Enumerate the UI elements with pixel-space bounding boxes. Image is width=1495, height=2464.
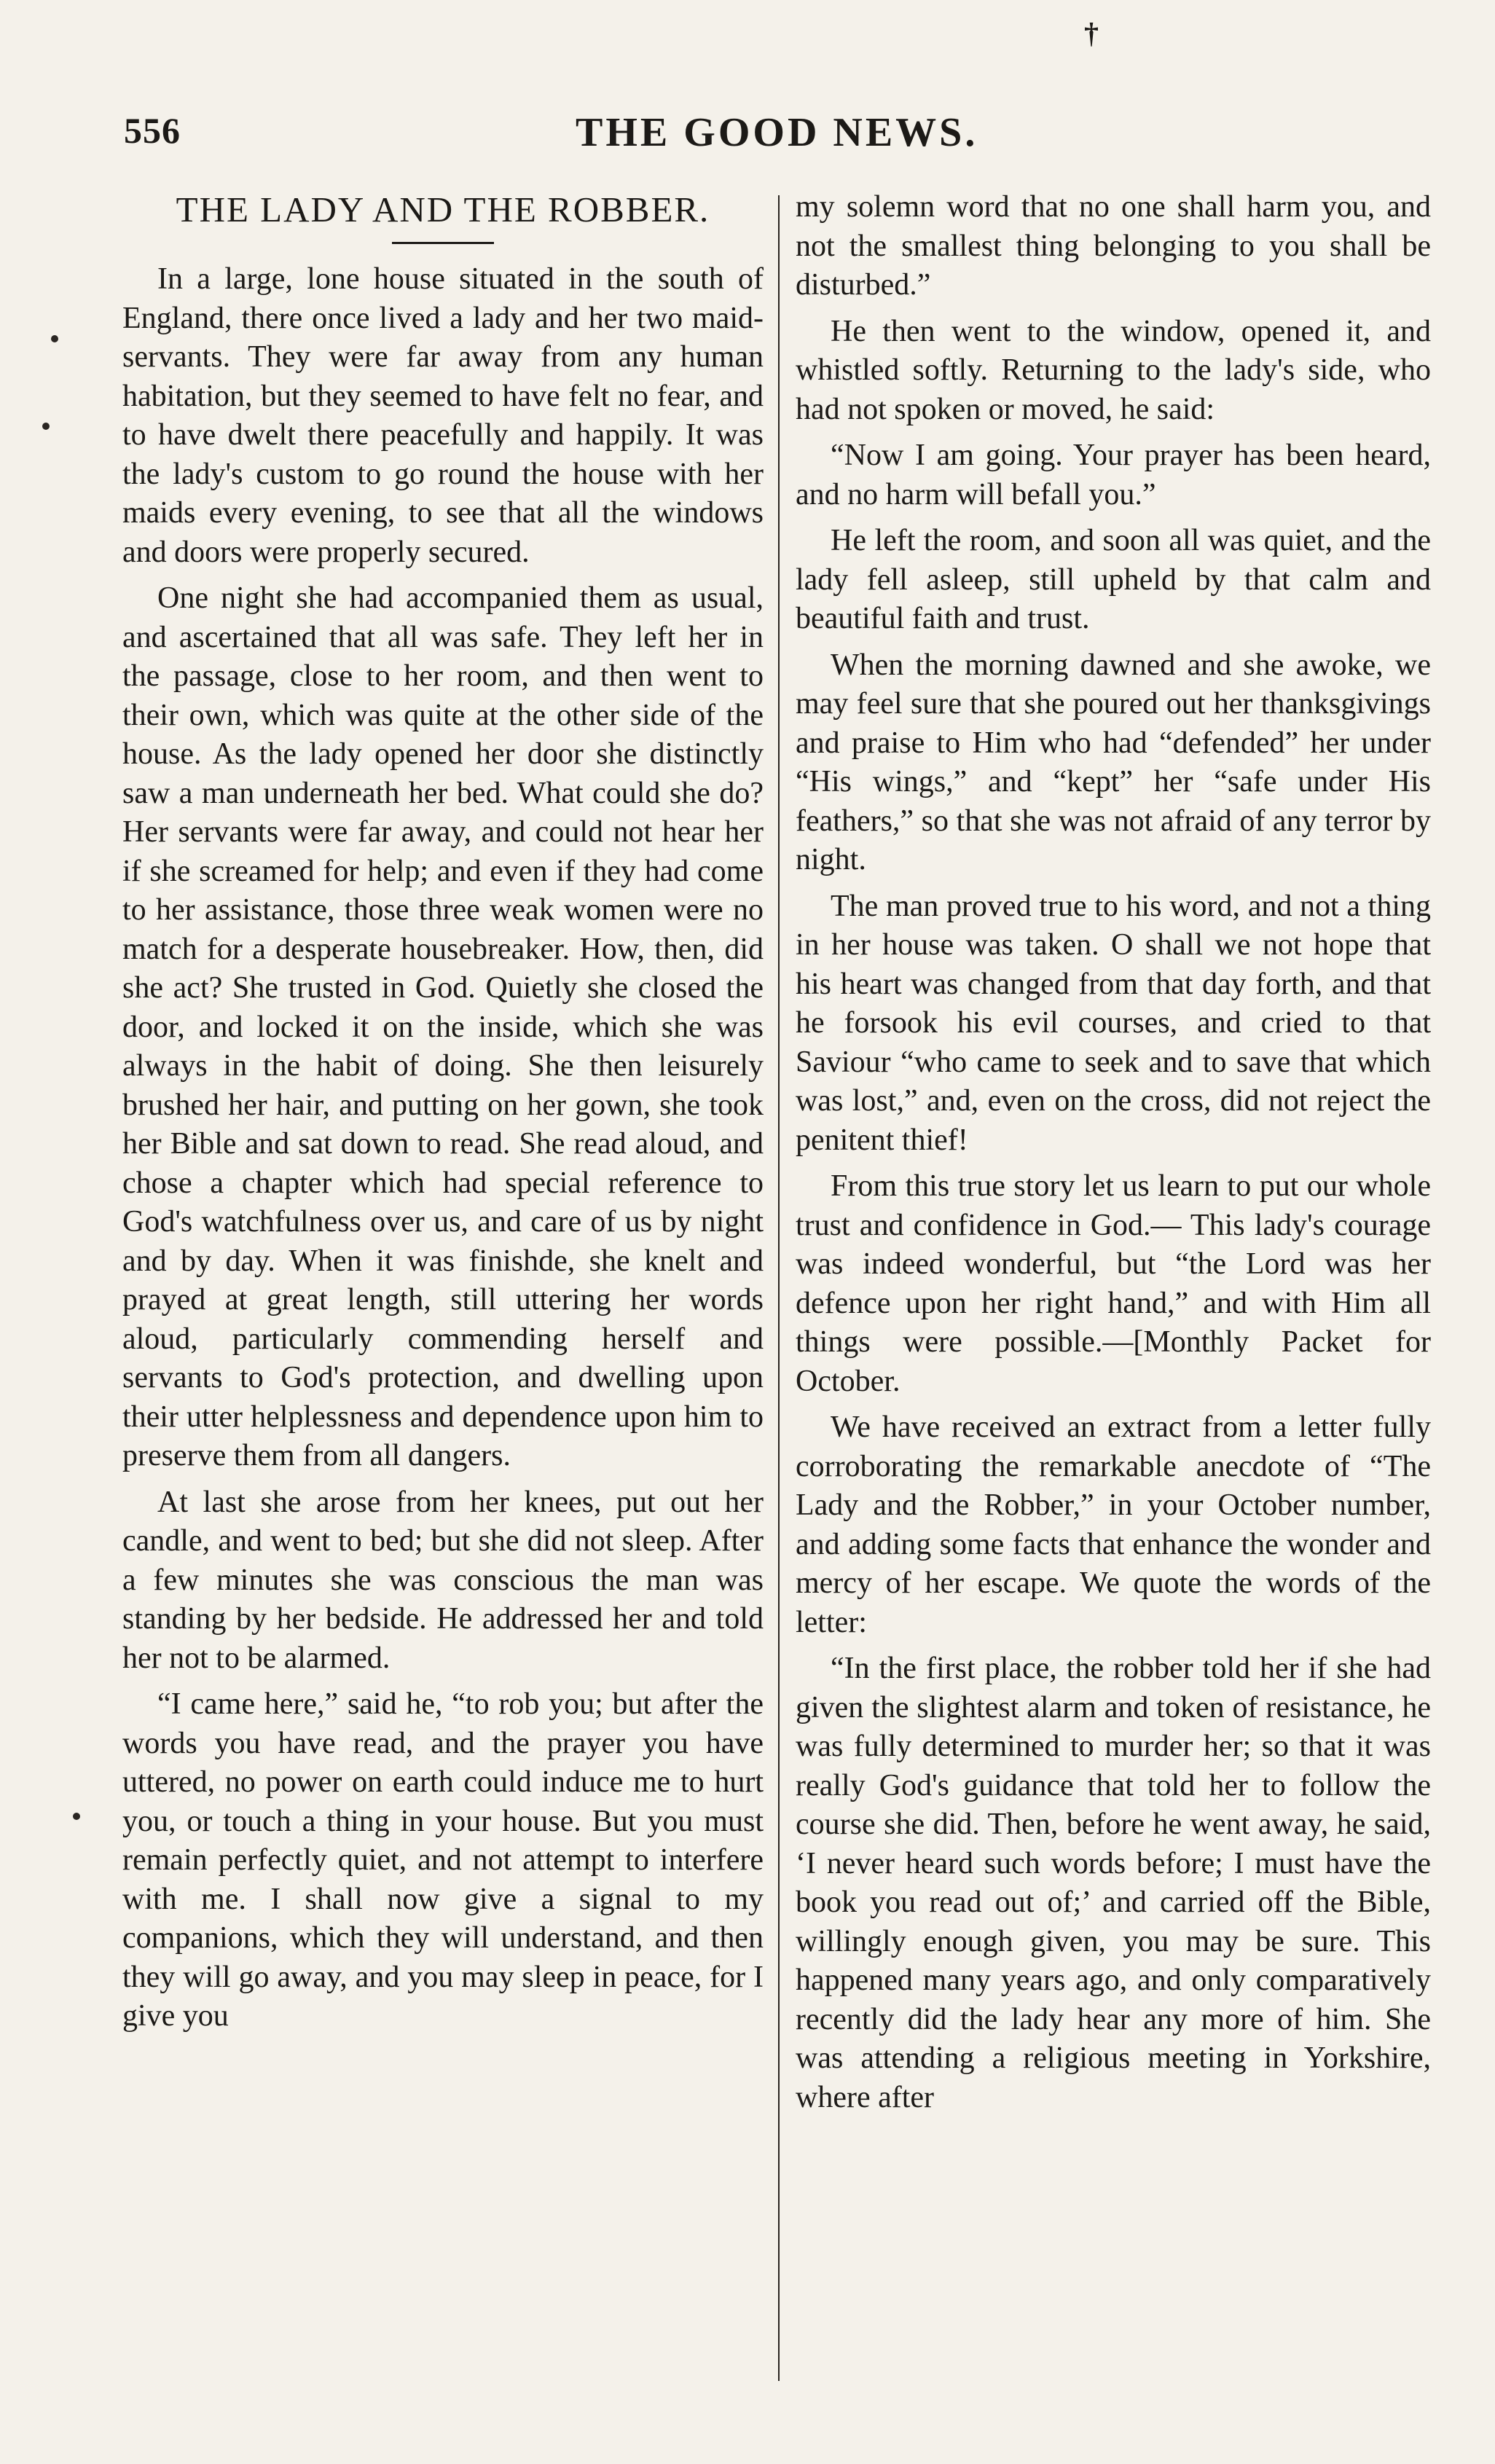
paragraph: “In the first place, the robber told her if she had given the slightest alarm and token of resistance, he was fully determined to murder her; so that it was really God's guidance that told her to follow the course she did. Then, before he went away, he said, ‘I never heard such words before; I must have the book you read out of;’ and carried off the Bible, willingly enough given, you may be sure. This happened many years ago, and only comparatively recently did the lady hear any more of him. She was attending a religious meeting in Yorkshire, where after bbox=[796, 1652, 1431, 2114]
paragraph-continuation: my solemn word that no one shall harm you, and not the smallest thing belonging to you shall be disturbed.” bbox=[796, 190, 1431, 302]
column-divider bbox=[778, 195, 780, 2381]
title-rule bbox=[392, 242, 494, 244]
paragraph: He left the room, and soon all was quiet, and the lady fell asleep, still upheld by that calm and beautiful faith and trust. bbox=[796, 524, 1431, 635]
article-title: THE LADY AND THE ROBBER. bbox=[176, 189, 710, 229]
ink-speck bbox=[42, 423, 50, 430]
paragraph: “Now I am going. Your prayer has been heard, and no harm will befall you.” bbox=[796, 439, 1431, 511]
paragraph: One night she had accompanied them as usual, and ascertained that all was safe. They left her in the passage, close to her room, and then went to their own, which was quite at the other side of the house. As the lady opened her door she distinctly saw a man underneath her bed. What could she do? Her servants were far away, and could not hear her if she screamed for help; and even if they had come to her assistance, those three weak women were no match for a desperate housebreaker. How, then, did she act? She trusted in God. Quietly she closed the door, and locked it on the inside, which she was always in the habit of doing. She then leisurely brushed her hair, and putting on her gown, she took her Bible and sat down to read. She read aloud, and chose a chapter which had special reference to God's watchfulness over us, and care of us by night and by day. When it was finishde, she knelt and prayed at great length, still uttering her words aloud, particularly commending herself and servants to God's protection, and dwelling upon their utter helplessness and dependence upon him to preserve them from all dangers. bbox=[122, 581, 764, 1472]
paragraph: He then went to the window, opened it, and whistled softly. Returning to the lady's side, who had not spoken or moved, he said: bbox=[796, 314, 1431, 426]
paragraph: From this true story let us learn to put our whole trust and confidence in God.— This lady's courage was indeed wonderful, but “the Lord was her defence upon her right hand,” and with Him all things were possible.—[Monthly Packet for October. bbox=[796, 1169, 1431, 1398]
paragraph: In a large, lone house situated in the south of England, there once lived a lady and her two maid-servants. They were far away from any human habitation, but they seemed to have felt no fear, and to have dwelt there peacefully and happily. It was the lady's custom to go round the house with her maids every evening, to see that all the windows and doors were properly secured. bbox=[122, 262, 764, 569]
page-header bbox=[124, 109, 1435, 168]
page-number: 556 bbox=[124, 110, 181, 151]
right-column bbox=[796, 188, 1431, 2124]
ink-speck bbox=[51, 335, 58, 342]
ink-speck bbox=[73, 1813, 80, 1820]
dagger-mark: † bbox=[1084, 17, 1099, 50]
paragraph: “I came here,” said he, “to rob you; but after the words you have read, and the prayer you have uttered, no power on earth could induce me to hurt you, or touch a thing in your house. But you must remain perfectly quiet, and not attempt to interfere with me. I shall now give a signal to my companions, which they will understand, and then they will go away, and you may sleep in peace, for I give you bbox=[122, 1687, 764, 2033]
paragraph: The man proved true to his word, and not a thing in her house was taken. O shall we not hope that his heart was changed from that day forth, and that he forsook his evil courses, and cried to that Saviour “who came to seek and to save that which was lost,” and, even on the cross, did not reject the penitent thief! bbox=[796, 889, 1431, 1157]
paragraph: At last she arose from her knees, put out her candle, and went to bed; but she did not sleep. After a few minutes she was conscious the man was standing by her bedside. He addressed her and told her not to be alarmed. bbox=[122, 1485, 764, 1675]
paragraph: We have received an extract from a letter fully corroborating the remarkable anecdote of “The Lady and the Robber,” in your October number, and adding some facts that enhance the wonder and mercy of her escape. We quote the words of the letter: bbox=[796, 1410, 1431, 1639]
running-title: THE GOOD NEWS. bbox=[576, 110, 978, 155]
left-column bbox=[122, 188, 764, 2044]
paragraph: When the morning dawned and she awoke, we may feel sure that she poured out her thanksgivings and praise to Him who had “defended” her under “His wings,” and “kept” her “safe under His feathers,” so that she was not afraid of any terror by night. bbox=[796, 648, 1431, 876]
